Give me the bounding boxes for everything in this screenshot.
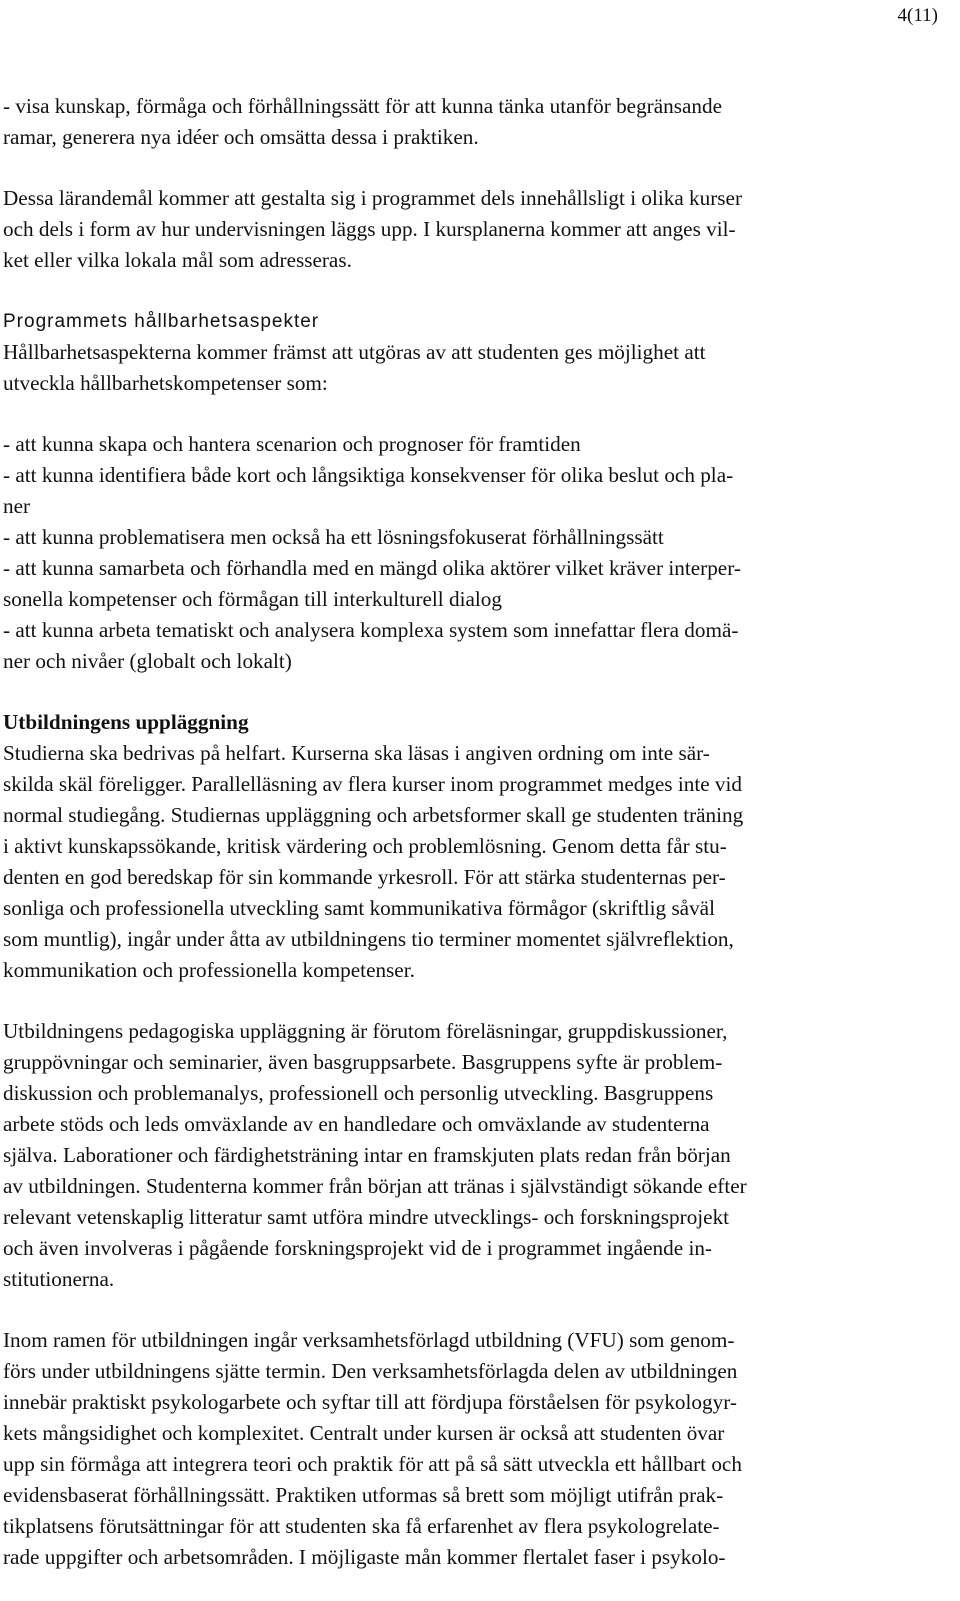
list-item: - att kunna skapa och hantera scenarion och prognoser för framtiden — [3, 432, 581, 456]
vfu-paragraph: Inom ramen för utbildningen ingår verksamhetsförlagd utbildning (VFU) som genom- förs under utbildningens sjätte termin. Den verksamhetsförlagda delen av utbildningen innebär praktiskt psykologarbete och syftar till att fördjupa förståelsen för psykologyr- kets mångsidighet och komplexitet. Centralt under kursen är också att studenten övar upp sin förmåga att integrera teori och praktik för att på så sätt utveckla ett hållbart och evidensbaserat förhållningssätt. Praktiken utformas så brett som möjligt utifrån prak- tikplatsens förutsättningar för att studenten ska få erfarenhet av flera psykologrelate- rade uppgifter och arbetsområden. I möjligaste mån kommer flertalet faser i psykolo- — [3, 1328, 742, 1569]
pedagogy-paragraph: Utbildningens pedagogiska uppläggning är förutom föreläsningar, gruppdiskussioner, gruppövningar och seminarier, även basgruppsarbete. Basgruppens syfte är problem- diskussion och problemanalys, professionell och personlig utveckling. Basgruppens arbete stöds och leds omväxlande av en handledare och omväxlande av studenterna själva. Laborationer och färdighetsträning intar en framskjuten plats redan från början av utbildningen. Studenterna kommer från början att tränas i självständigt sökande efter relevant vetenskaplig litteratur samt utföra mindre utvecklings- och forskningsprojekt och även involveras i pågående forskningsprojekt vid de i programmet ingående in- stitutionerna. — [3, 1019, 747, 1291]
intro-list-tail: - visa kunskap, förmåga och förhållningssätt för att kunna tänka utanför begränsande ramar, generera nya idéer och omsätta dessa i praktiken. — [3, 94, 722, 149]
list-item: - att kunna samarbeta och förhandla med en mängd olika aktörer vilket kräver interper- sonella kompetenser och förmågan till interkulturell dialog — [3, 556, 741, 611]
list-item: - att kunna problematisera men också ha ett lösningsfokuserat förhållningssätt — [3, 525, 664, 549]
list-item: - att kunna identifiera både kort och långsiktiga konsekvenser för olika beslut och pla- ner — [3, 463, 734, 518]
document-body — [3, 91, 938, 1573]
learning-goals-paragraph: Dessa lärandemål kommer att gestalta sig i programmet dels innehållsligt i olika kurser och dels i form av hur undervisningen läggs upp. I kursplanerna kommer att anges vil- ket eller vilka lokala mål som adresseras. — [3, 186, 743, 272]
page-number: 4(11) — [897, 5, 938, 26]
sustainability-list — [3, 429, 938, 677]
structure-paragraph: Studierna ska bedrivas på helfart. Kurserna ska läsas i angiven ordning om inte sär- skilda skäl föreligger. Parallelläsning av flera kurser inom programmet medges inte vid normal studiegång. Studiernas uppläggning och arbetsformer skall ge studenten träning i aktivt kunskapssökande, kritisk värdering och problemlösning. Genom detta får stu- denten en god beredskap för sin kommande yrkesroll. För att stärka studenternas per- sonliga och professionella utveckling samt kommunikativa förmågor (skriftlig såväl som muntlig), ingår under åtta av utbildningens tio terminer momentet självreflektion, kommunikation och professionella kompetenser. — [3, 741, 744, 982]
list-item: - att kunna arbeta tematiskt och analysera komplexa system som innefattar flera domä- ner och nivåer (globalt och lokalt) — [3, 618, 739, 673]
sustainability-paragraph: Hållbarhetsaspekterna kommer främst att utgöras av att studenten ges möjlighet att utveckla hållbarhetskompetenser som: — [3, 340, 706, 395]
structure-heading: Utbildningens uppläggning — [3, 710, 249, 734]
sustainability-heading: Programmets hållbarhetsaspekter — [3, 311, 320, 332]
